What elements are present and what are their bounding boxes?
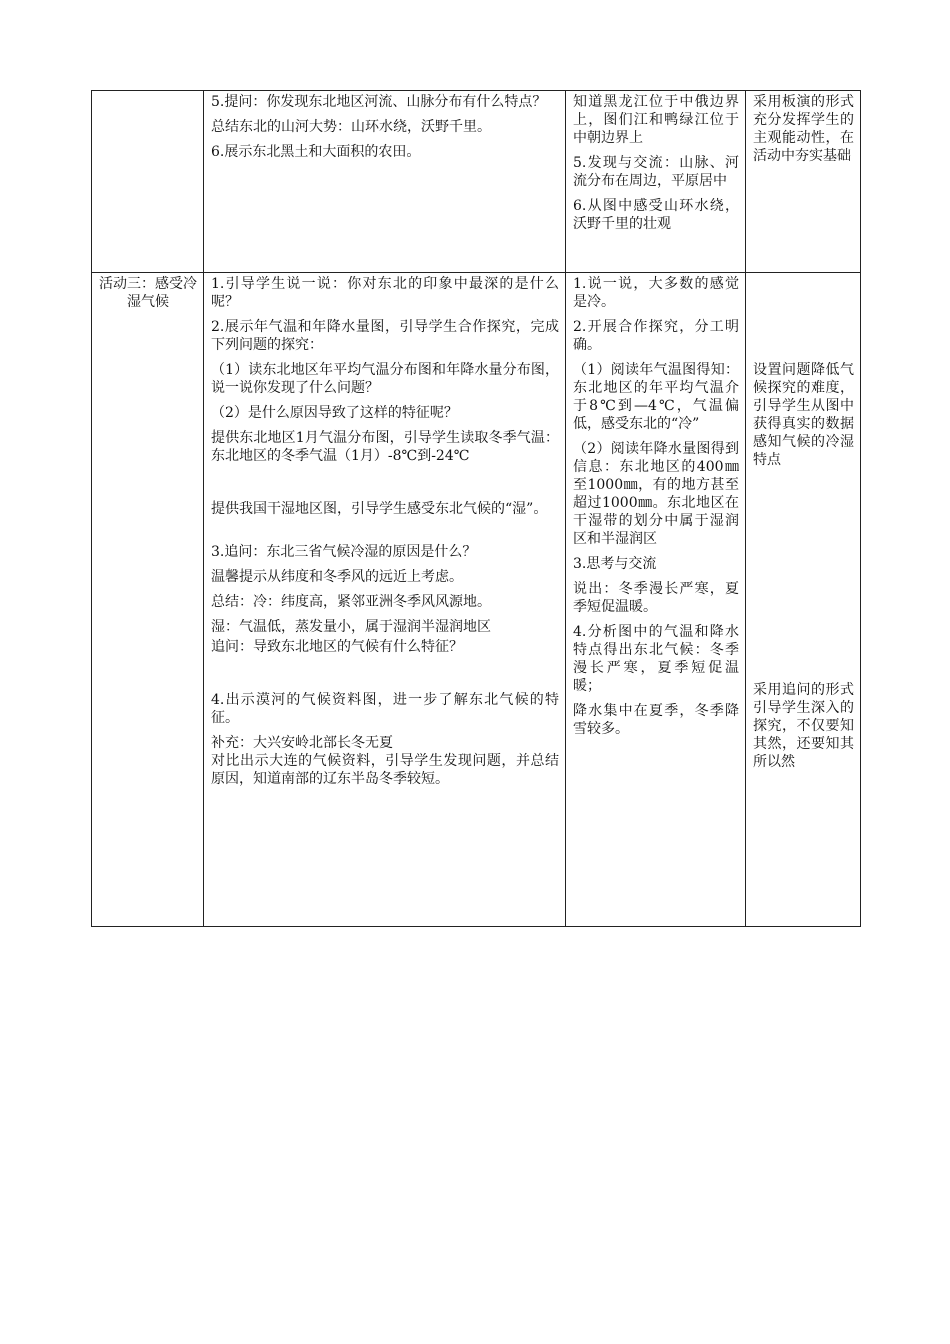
student-activity-cell: [566, 91, 746, 273]
student-text: 3.思考与交流: [573, 556, 657, 572]
teacher-text: 4.出示漠河的气候资料图，进一步了解东北气候的特征。: [211, 692, 559, 726]
teacher-text: 湿：气温低，蒸发量小，属于湿润半湿润地区: [211, 619, 491, 635]
student-activity-cell: [566, 273, 746, 927]
activity-cell: [92, 91, 204, 273]
intent-text: 采用追问的形式引导学生深入的探究，不仅要知其然，还要知其所以然: [753, 682, 854, 770]
teacher-text: 5.提问：你发现东北地区河流、山脉分布有什么特点？: [211, 94, 547, 110]
activity-label-cell: [92, 273, 204, 927]
student-text: 1.说一说，大多数的感觉是冷。: [573, 276, 739, 310]
teacher-text: （2）是什么原因导致了这样的特征呢？: [211, 405, 458, 421]
teacher-text: 提供东北地区1月气温分布图，引导学生读取冬季气温：东北地区的冬季气温（1月）-8℃到-24℃: [211, 430, 559, 464]
teacher-text: 对比出示大连的气候资料，引导学生发现问题，并总结原因，知道南部的辽东半岛冬季较短。: [211, 753, 559, 787]
table-row: [92, 273, 861, 927]
student-text: （2）阅读年降水量图得到信息：东北地区的400㎜至1000㎜，有的地方甚至超过1000㎜。东北地区在干湿带的划分中属于湿润区和半湿润区: [573, 441, 739, 547]
student-text: 降水集中在夏季，冬季降雪较多。: [573, 703, 739, 737]
table-row: [92, 91, 861, 273]
student-text: 6.从图中感受山环水绕，沃野千里的壮观: [573, 198, 739, 232]
teacher-text: 补充：大兴安岭北部长冬无夏: [211, 735, 393, 751]
teacher-text: 提供我国干湿地区图，引导学生感受东北气候的“湿”。: [211, 501, 548, 517]
teacher-text: 1.引导学生说一说：你对东北的印象中最深的是什么呢？: [211, 276, 559, 310]
teacher-text: 总结：冷：纬度高，紧邻亚洲冬季风风源地。: [211, 594, 491, 610]
teacher-text: 2.展示年气温和年降水量图，引导学生合作探究，完成下列问题的探究：: [211, 319, 559, 353]
student-text: 2.开展合作探究，分工明确。: [573, 319, 739, 353]
design-intent-cell: [746, 273, 861, 927]
intent-text: 采用板演的形式充分发挥学生的主观能动性，在活动中夯实基础: [753, 94, 854, 164]
intent-text: 设置问题降低气候探究的难度，引导学生从图中获得真实的数据感知气候的冷湿特点: [753, 362, 854, 468]
student-text: 4.分析图中的气温和降水特点得出东北气候：冬季漫长严寒，夏季短促温暖；: [573, 624, 739, 694]
design-intent-cell: [746, 91, 861, 273]
teacher-activity-cell: [204, 273, 566, 927]
teacher-text: 温馨提示从纬度和冬季风的远近上考虑。: [211, 569, 463, 585]
teacher-text: 追问：导致东北地区的气候有什么特征？: [211, 639, 463, 655]
student-text: （1）阅读年气温图得知：东北地区的年平均气温介于8℃到—4℃，气温偏低，感受东北的“冷”: [573, 362, 739, 432]
student-text: 知道黑龙江位于中俄边界上，图们江和鸭绿江位于中朝边界上: [573, 94, 739, 146]
student-text: 说出：冬季漫长严寒，夏季短促温暖。: [573, 581, 739, 615]
teacher-text: 总结东北的山河大势：山环水绕，沃野千里。: [211, 119, 491, 135]
teacher-text: （1）读东北地区年平均气温分布图和年降水量分布图，说一说你发现了什么问题？: [211, 362, 559, 396]
activity-title: 活动三：感受冷湿气候: [99, 276, 197, 310]
student-text: 5.发现与交流：山脉、河流分布在周边，平原居中: [573, 155, 739, 189]
teacher-text: 6.展示东北黑土和大面积的农田。: [211, 144, 421, 160]
teacher-text: 3.追问：东北三省气候冷湿的原因是什么？: [211, 544, 477, 560]
teacher-activity-cell: [204, 91, 566, 273]
lesson-plan-table: [91, 90, 861, 927]
